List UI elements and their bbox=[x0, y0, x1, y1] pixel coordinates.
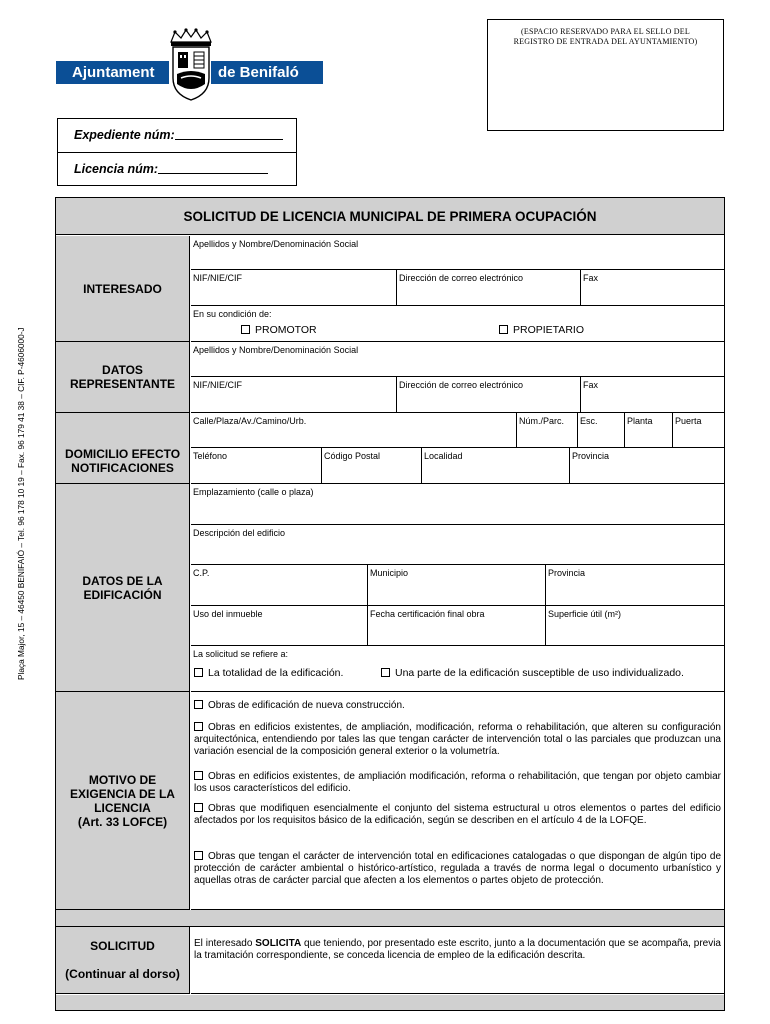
domicilio-puerta-field[interactable] bbox=[673, 413, 724, 448]
domicilio-heading-line2: NOTIFICACIONES bbox=[71, 461, 174, 475]
parte-option[interactable] bbox=[381, 667, 684, 680]
edificacion-superficie-field[interactable] bbox=[546, 606, 724, 646]
motivo-text-1: Obras de edificación de nueva construcción. bbox=[208, 700, 405, 711]
section-heading-interesado bbox=[56, 236, 190, 342]
field-label: Localidad bbox=[424, 451, 463, 461]
domicilio-provincia-field[interactable] bbox=[570, 448, 724, 484]
edificacion-descripcion-field[interactable] bbox=[191, 525, 724, 565]
expediente-row[interactable] bbox=[58, 119, 296, 152]
motivo-heading-line2: EXIGENCIA DE LA bbox=[70, 786, 175, 801]
file-number-box bbox=[57, 118, 297, 186]
field-label: Dirección de correo electrónico bbox=[399, 380, 524, 390]
expediente-line bbox=[175, 126, 283, 140]
field-label: Municipio bbox=[370, 568, 409, 578]
field-label: Puerta bbox=[675, 416, 702, 426]
totalidad-label: La totalidad de la edificación. bbox=[208, 667, 344, 679]
section-edificacion bbox=[191, 484, 724, 692]
promotor-checkbox[interactable] bbox=[241, 325, 250, 334]
field-label: Fecha certificación final obra bbox=[370, 609, 485, 619]
condicion-label: En su condición de: bbox=[193, 309, 272, 319]
domicilio-cp-field[interactable] bbox=[322, 448, 422, 484]
interesado-nif-field[interactable] bbox=[191, 270, 397, 306]
section-motivo bbox=[191, 692, 724, 910]
propietario-label: PROPIETARIO bbox=[513, 324, 584, 336]
edificacion-provincia-field[interactable] bbox=[546, 565, 724, 606]
representante-heading-line1: DATOS bbox=[102, 363, 143, 377]
totalidad-option[interactable] bbox=[194, 667, 343, 680]
representante-apellidos-field[interactable] bbox=[191, 342, 724, 377]
motivo-option-3[interactable] bbox=[191, 771, 724, 795]
section-solicitud bbox=[191, 927, 724, 994]
edificacion-uso-field[interactable] bbox=[191, 606, 368, 646]
field-label: Fax bbox=[583, 380, 599, 390]
licencia-row[interactable] bbox=[58, 152, 296, 185]
separator-strip bbox=[56, 910, 724, 927]
motivo-heading-line4: (Art. 33 LOFCE) bbox=[77, 814, 168, 829]
section-heading-motivo bbox=[56, 692, 190, 910]
propietario-option[interactable] bbox=[499, 324, 584, 337]
motivo-text-4: Obras que modifiquen esencialmente el conjunto del sistema estructural u otros elementos o partes del edificio afectados por los requisitos básico de la edificación, según se describen en el artículo 4 de la LOFQE. bbox=[194, 803, 721, 826]
motivo-option-4[interactable] bbox=[191, 803, 724, 827]
domicilio-planta-field[interactable] bbox=[625, 413, 673, 448]
propietario-checkbox[interactable] bbox=[499, 325, 508, 334]
parte-label: Una parte de la edificación susceptible de uso individualizado. bbox=[395, 667, 684, 679]
bottom-strip bbox=[56, 995, 724, 1010]
field-label: Provincia bbox=[572, 451, 610, 461]
reserved-line-1: (ESPACIO RESERVADO PARA EL SELLO DEL bbox=[521, 27, 690, 36]
registry-stamp-area bbox=[487, 19, 724, 131]
motivo-text-3: Obras en edificios existentes, de ampliación modificación, reforma o rehabilitación, que tengan por objeto cambiar los usos característicos del edificio. bbox=[194, 771, 721, 794]
interesado-email-field[interactable] bbox=[397, 270, 581, 306]
interesado-fax-field[interactable] bbox=[581, 270, 724, 306]
motivo-heading-line1: MOTIVO DE bbox=[88, 772, 157, 787]
edificacion-emplazamiento-field[interactable] bbox=[191, 484, 724, 525]
logo-benifalo-text: de Benifaló bbox=[211, 61, 323, 84]
expediente-label: Expediente núm: bbox=[74, 128, 175, 142]
motivo-heading-line3: LICENCIA bbox=[94, 800, 151, 815]
motivo-option-1[interactable] bbox=[191, 700, 724, 712]
motivo-option-5[interactable] bbox=[191, 851, 724, 887]
section-heading-edificacion bbox=[56, 484, 190, 692]
section-domicilio bbox=[191, 413, 724, 484]
field-label: Teléfono bbox=[193, 451, 228, 461]
field-label: Planta bbox=[627, 416, 653, 426]
section-heading-domicilio bbox=[56, 413, 190, 484]
motivo-checkbox-4[interactable] bbox=[194, 803, 203, 812]
motivo-checkbox-1[interactable] bbox=[194, 700, 203, 709]
domicilio-telefono-field[interactable] bbox=[191, 448, 322, 484]
edificacion-cp-field[interactable] bbox=[191, 565, 368, 606]
domicilio-localidad-field[interactable] bbox=[422, 448, 570, 484]
domicilio-heading-line1: DOMICILIO EFECTO bbox=[64, 447, 181, 461]
field-label: Superficie útil (m²) bbox=[548, 609, 622, 619]
field-label: NIF/NIE/CIF bbox=[193, 380, 242, 390]
totalidad-checkbox[interactable] bbox=[194, 668, 203, 677]
field-label: Apellidos y Nombre/Denominación Social bbox=[193, 345, 359, 355]
field-label: Provincia bbox=[548, 568, 586, 578]
domicilio-num-field[interactable] bbox=[517, 413, 578, 448]
logo-ajuntament-text: Ajuntament bbox=[56, 61, 169, 84]
solicitud-heading-line1: SOLICITUD bbox=[90, 939, 155, 953]
representante-nif-field[interactable] bbox=[191, 377, 397, 413]
field-label: Fax bbox=[583, 273, 599, 283]
field-label: Núm./Parc. bbox=[519, 416, 565, 426]
reserved-line-2: REGISTRO DE ENTRADA DEL AYUNTAMIENTO) bbox=[513, 37, 698, 46]
representante-email-field[interactable] bbox=[397, 377, 581, 413]
promotor-label: PROMOTOR bbox=[255, 324, 317, 336]
edificacion-heading-line1: DATOS DE LA bbox=[82, 573, 163, 588]
edificacion-fecha-field[interactable] bbox=[368, 606, 546, 646]
section-heading-representante bbox=[56, 342, 190, 413]
section-heading-solicitud bbox=[56, 927, 190, 994]
section-representante bbox=[191, 342, 724, 413]
solicitud-text-before: El interesado bbox=[194, 938, 256, 949]
motivo-text-2: Obras en edificios existentes, de ampliación, modificación, reforma o rehabilitación, que alteren su configuración arquitectónica, entendiendo por tales las que tengan carácter de intervención total o las parciales que produzcan una variación esencial de la composición general exterior o la volumetría. bbox=[194, 722, 721, 757]
motivo-checkbox-3[interactable] bbox=[194, 771, 203, 780]
edificacion-refiere-field bbox=[191, 646, 724, 692]
edificacion-heading-line2: EDIFICACIÓN bbox=[83, 587, 162, 602]
licencia-line bbox=[158, 160, 268, 174]
form-title: SOLICITUD DE LICENCIA MUNICIPAL DE PRIMERA OCUPACIÓN bbox=[56, 198, 724, 235]
solicitud-text bbox=[191, 938, 724, 962]
licencia-label: Licencia núm: bbox=[74, 162, 159, 176]
domicilio-calle-field[interactable] bbox=[191, 413, 517, 448]
motivo-checkbox-2[interactable] bbox=[194, 722, 203, 731]
field-label: Calle/Plaza/Av./Camino/Urb. bbox=[193, 416, 307, 426]
refiere-label: La solicitud se refiere a: bbox=[193, 649, 289, 659]
field-label: NIF/NIE/CIF bbox=[193, 273, 242, 283]
address-side-text: Plaça Major, 15 – 46450 BENIFAIÓ – Tel. 96 178 10 19 – Fax. 96 179 41 38 – CIF. P-4606000-J bbox=[16, 327, 26, 680]
coat-of-arms-icon bbox=[165, 28, 217, 102]
field-label: Emplazamiento (calle o plaza) bbox=[193, 487, 314, 497]
field-label: C.P. bbox=[193, 568, 210, 578]
solicitud-heading-line2: (Continuar al dorso) bbox=[65, 967, 180, 981]
promotor-option[interactable] bbox=[241, 324, 317, 337]
motivo-option-2[interactable] bbox=[191, 722, 724, 758]
section-interesado bbox=[191, 236, 724, 342]
interesado-apellidos-field[interactable] bbox=[191, 236, 724, 270]
field-label: Apellidos y Nombre/Denominación Social bbox=[193, 239, 359, 249]
domicilio-esc-field[interactable] bbox=[578, 413, 625, 448]
interesado-heading-text: INTERESADO bbox=[83, 281, 162, 296]
representante-heading-line2: REPRESENTANTE bbox=[69, 377, 176, 391]
representante-fax-field[interactable] bbox=[581, 377, 724, 413]
application-form bbox=[55, 197, 725, 1011]
parte-checkbox[interactable] bbox=[381, 668, 390, 677]
field-label: Descripción del edificio bbox=[193, 528, 286, 538]
field-label: Uso del inmueble bbox=[193, 609, 263, 619]
solicitud-text-bold: SOLICITA bbox=[255, 938, 302, 949]
motivo-checkbox-5[interactable] bbox=[194, 851, 203, 860]
interesado-condicion-field bbox=[191, 306, 724, 342]
field-label: Dirección de correo electrónico bbox=[399, 273, 524, 283]
field-label: Esc. bbox=[580, 416, 598, 426]
edificacion-municipio-field[interactable] bbox=[368, 565, 546, 606]
motivo-text-5: Obras que tengan el carácter de intervención total en edificaciones catalogadas o que dispongan de algún tipo de protección de carácter ambiental o histórico-artístico, regulada a través de norma legal o documento urbanístico y aquellas otras de carácter parcial que afecten a los elementos o partes objeto de protección. bbox=[194, 851, 721, 886]
field-label: Código Postal bbox=[324, 451, 381, 461]
solicitud-text-after: que teniendo, por presentado este escrito, junto a la documentación que se acompaña, previa la tramitación correspondiente, se conceda licencia de empleo de la edificación descrita. bbox=[194, 938, 721, 961]
